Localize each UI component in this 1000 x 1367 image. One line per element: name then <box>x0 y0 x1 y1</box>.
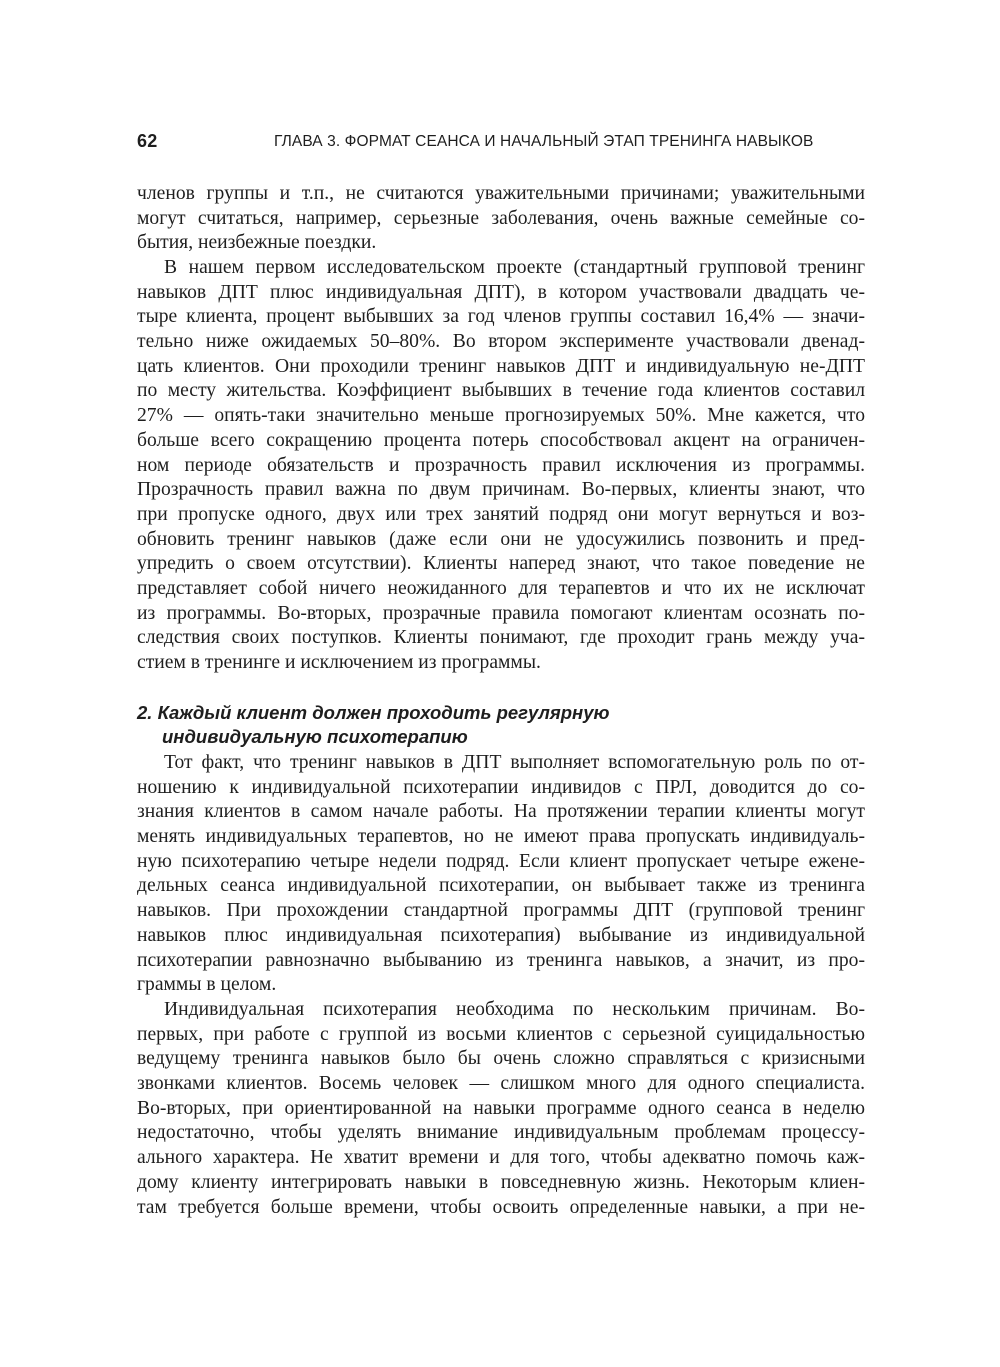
paragraph-3 <box>137 751 865 998</box>
paragraph-2 <box>137 256 865 676</box>
text-line: менять индивидуальных терапевтов, но не имеют права пропускать индивидуаль- <box>137 826 865 848</box>
text-line: ведущему тренинга навыков было бы очень сложно справляться с кризисными <box>137 1048 865 1070</box>
page-number: 62 <box>137 131 158 151</box>
text-line: ную психотерапию четыре недели подряд. Если клиент пропускает четыре еженe- <box>137 850 865 872</box>
text-line: стием в тренинге и исключением из программы. <box>137 652 541 673</box>
text-line: по месту жительства. Коэффициент выбывших в течение года клиентов составил <box>137 380 865 402</box>
text-line: навыков. При прохождении стандартной программы ДПТ (групповой тренинг <box>137 900 865 922</box>
text-line: навыков плюс индивидуальная психотерапия) выбывание из индивидуальной <box>137 924 865 946</box>
running-header <box>137 131 865 161</box>
text-line: навыков ДПТ плюс индивидуальная ДПТ), в котором участвовали двадцать че- <box>137 281 865 303</box>
text-line: обновить тренинг навыков (даже если они не удосужились позвонить и пред- <box>137 528 865 550</box>
chapter-title: ГЛАВА 3. ФОРМАТ СЕАНСА И НАЧАЛЬНЫЙ ЭТАП ТРЕНИНГА НАВЫКОВ <box>274 133 814 150</box>
text-line: ального характера. Не хватит времени и для того, чтобы адекватно помочь каж- <box>137 1147 865 1169</box>
text-line: ном периоде обязательств и прозрачность правил исключения из программы. <box>137 454 865 476</box>
text-line: Индивидуальная психотерапия необходима по нескольким причинам. Во- <box>164 999 865 1020</box>
text-line: Прозрачность правил важна по двум причинам. Во-первых, клиенты знают, что <box>137 479 865 501</box>
text-line: Во-вторых, при ориентированной на навыки программе одного сеанса в неделю <box>137 1097 865 1119</box>
paragraph-4 <box>137 998 865 1220</box>
text-line: первых, при работе с группой из восьми клиентов с серьезной суицидальностью <box>137 1023 865 1045</box>
text-line: граммы в целом. <box>137 974 277 996</box>
section-heading-line: индивидуальную психотерапию <box>162 726 468 747</box>
paragraph-1 <box>137 182 865 256</box>
text-line: дому клиенту интегрировать навыки в повседневную жизнь. Некоторым клиен- <box>137 1171 865 1193</box>
text-line: тыре клиента, процент выбывших за год членов группы составил 16,4% — значи- <box>137 306 865 328</box>
text-line: Тот факт, что тренинг навыков в ДПТ выполняет вспомогательную роль по от- <box>164 752 865 773</box>
section-heading <box>137 701 865 749</box>
text-line: представляет собой ничего неожиданного для терапевтов и что их не исключат <box>137 577 865 599</box>
text-line: больше всего сокращению процента потерь способствовал акцент на ограничен- <box>137 429 865 451</box>
text-line: цать клиентов. Они проходили тренинг навыков ДПТ и индивидуальную не-ДПТ <box>137 355 865 377</box>
text-line: бытия, неизбежные поездки. <box>137 232 377 254</box>
text-line: из программы. Во-вторых, прозрачные правила помогают клиентам осознать по- <box>137 602 865 624</box>
text-line: недостаточно, чтобы уделять внимание индивидуальным проблемам процессу- <box>137 1122 865 1144</box>
text-line: дельных сеанса индивидуальной психотерапии, он выбывает также из тренинга <box>137 875 865 897</box>
text-line: В нашем первом исследовательском проекте (стандартный групповой тренинг <box>164 257 865 278</box>
text-line: упредить о своем отсутствии). Клиенты наперед знают, что такое поведение не <box>137 553 865 575</box>
text-line: знания клиентов в самом начале работы. На протяжении терапии клиенты могут <box>137 801 865 823</box>
text-line: следствия своих поступков. Клиенты понимают, где проходит грань между уча- <box>137 627 865 649</box>
text-line: членов группы и т.п., не считаются уважительными причинами; уважительными <box>137 183 865 204</box>
text-line: могут считаться, например, серьезные заболевания, очень важные семейные со- <box>137 207 865 229</box>
section-heading-line: 2. Каждый клиент должен проходить регулярную <box>137 702 610 723</box>
text-line: при пропуске одного, двух или трех занятий подряд они могут вернуться и воз- <box>137 503 865 525</box>
text-line: 27% — опять-таки значительно меньше прогнозируемых 50%. Мне кажется, что <box>137 405 865 427</box>
text-line: ношению к индивидуальной психотерапии индивидов с ПРЛ, доводится до со- <box>137 776 865 798</box>
text-line: психотерапии равнозначно выбыванию из тренинга навыков, а значит, из про- <box>137 949 865 971</box>
text-line: звонками клиентов. Восемь человек — слишком много для одного специалиста. <box>137 1073 865 1095</box>
text-line: там требуется больше времени, чтобы освоить определенные навыки, а при не- <box>137 1196 865 1218</box>
text-line: тельно ниже ожидаемых 50–80%. Во втором эксперименте участвовали двенад- <box>137 331 865 353</box>
